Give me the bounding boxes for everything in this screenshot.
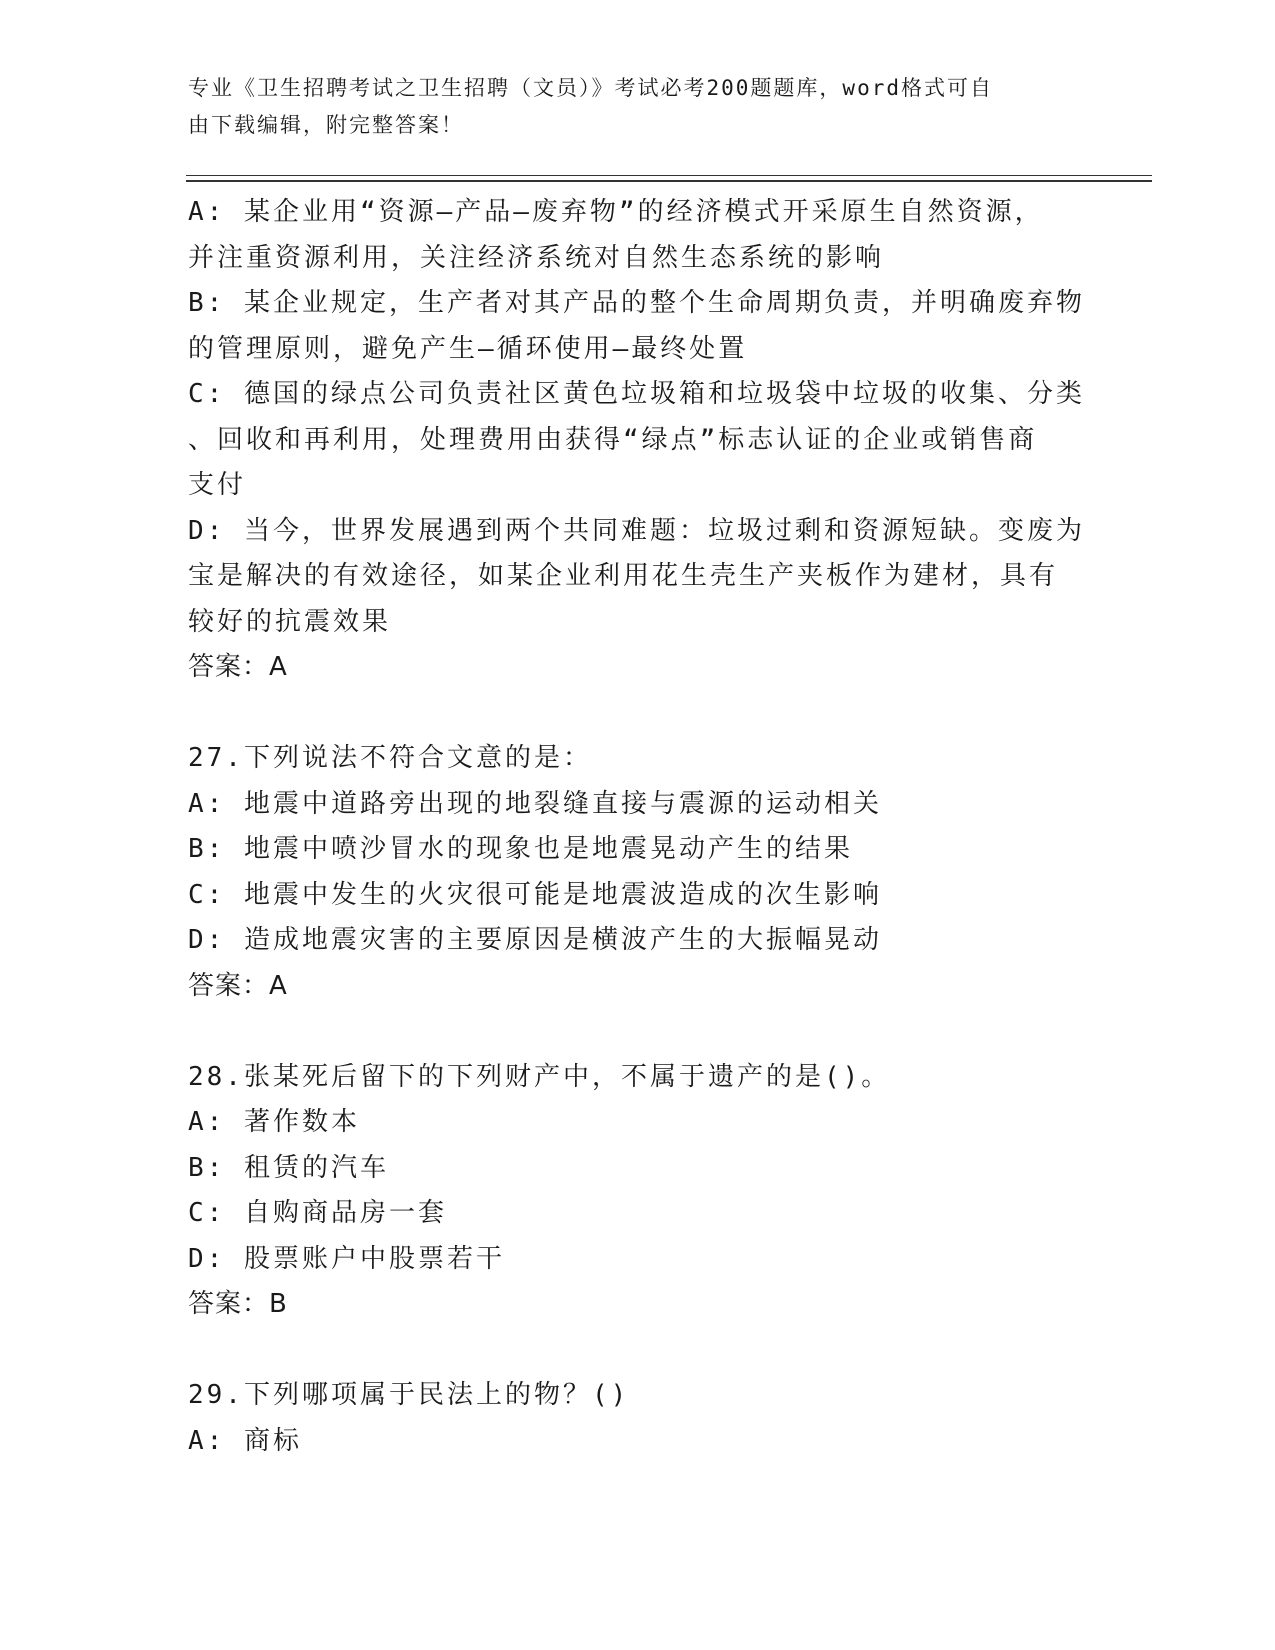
header-line-2: 由下载编辑，附完整答案！: [188, 113, 464, 137]
option-d-line-3: 较好的抗震效果: [188, 606, 392, 637]
question-29-text: 29.下列哪项属于民法上的物？(): [188, 1380, 630, 1410]
option-d-line-1: D: 当今，世界发展遇到两个共同难题：垃圾过剩和资源短缺。变废为: [188, 515, 1085, 546]
option-c-line-3: 支付: [188, 470, 247, 500]
option-a: A: 地震中道路旁出现的地裂缝直接与震源的运动相关: [188, 788, 882, 819]
option-d: D: 造成地震灾害的主要原因是横波产生的大振幅晃动: [188, 925, 882, 955]
option-a: A: 商标: [188, 1425, 302, 1456]
spacer: [188, 1009, 1078, 1055]
question-27-text: 27.下列说法不符合文意的是：: [188, 743, 592, 773]
answer-27: 答案：A: [188, 970, 288, 1001]
option-c-line-1: C: 德国的绿点公司负责社区黄色垃圾箱和垃圾袋中垃圾的收集、分类: [188, 379, 1085, 409]
header-divider-thick: [186, 180, 1152, 182]
option-b: B: 地震中喷沙冒水的现象也是地震晃动产生的结果: [188, 834, 853, 864]
option-c-line-2: 、回收和再利用，处理费用由获得“绿点”标志认证的企业或销售商: [188, 424, 1038, 455]
question-28-text: 28.张某死后留下的下列财产中，不属于遗产的是()。: [188, 1061, 891, 1092]
option-c: C: 地震中发生的火灾很可能是地震波造成的次生影响: [188, 879, 882, 910]
spacer: [188, 1328, 1078, 1374]
option-d: D: 股票账户中股票若干: [188, 1243, 505, 1274]
option-a: A: 著作数本: [188, 1107, 360, 1137]
answer-26: 答案：A: [188, 652, 288, 682]
answer-28: 答案：B: [188, 1289, 288, 1319]
document-body: [188, 190, 1085, 1464]
question-27: [188, 736, 1078, 1009]
question-29: [188, 1373, 1078, 1464]
question-28: [188, 1055, 1078, 1328]
spacer: [188, 691, 1078, 737]
option-a-line-1: A: 某企业用“资源—产品—废弃物”的经济模式开采原生自然资源，: [188, 197, 1044, 227]
option-a-line-2: 并注重资源利用，关注经济系统对自然生态系统的影响: [188, 242, 885, 273]
header-divider: [186, 175, 1152, 176]
header-line-1: 专业《卫生招聘考试之卫生招聘（文员）》考试必考200题题库，word格式可自: [188, 76, 993, 100]
question-26: [188, 190, 1085, 691]
option-d-line-2: 宝是解决的有效途径，如某企业利用花生壳生产夹板作为建材，具有: [188, 561, 1059, 591]
option-c: C: 自购商品房一套: [188, 1198, 447, 1228]
document-header: [188, 70, 1068, 144]
option-b-line-2: 的管理原则，避免产生—循环使用—最终处置: [188, 333, 748, 364]
option-b: B: 租赁的汽车: [188, 1152, 389, 1183]
option-b-line-1: B: 某企业规定，生产者对其产品的整个生命周期负责，并明确废弃物: [188, 288, 1085, 318]
